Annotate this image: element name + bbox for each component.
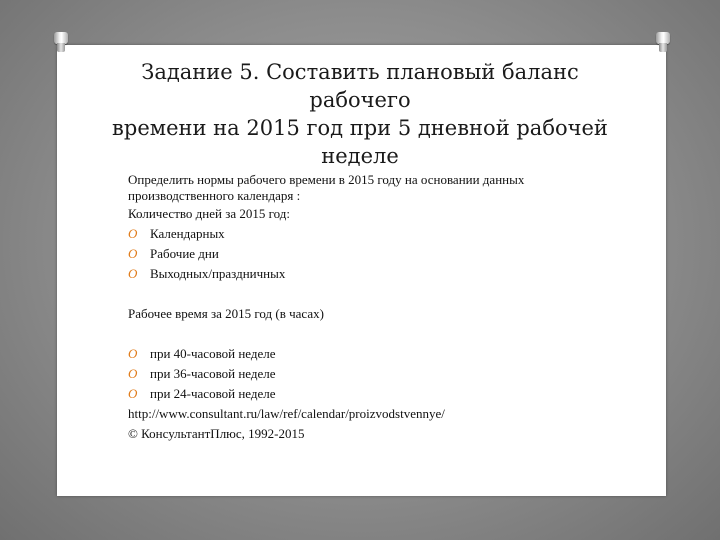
title-line: Задание 5. Составить плановый баланс рабочего [141,60,579,112]
title-line: времени на 2015 год при 5 дневной рабочей [112,116,608,140]
slide-body [128,172,608,444]
list-item-label: при 36-часовой неделе [150,366,276,381]
hours-heading: Рабочее время за 2015 год (в часах) [128,306,324,321]
list-item-label: Календарных [150,226,225,241]
intro-line: Определить нормы рабочего времени в 2015 году на основании данных [128,172,525,187]
list-item [128,344,608,364]
copyright-text: © КонсультантПлюс, 1992-2015 [128,426,305,441]
list-item-label: Рабочие дни [150,246,219,261]
spacer [128,324,608,344]
pushpin-icon [54,32,68,54]
intro-text [128,172,608,204]
bullet-icon: O [128,226,138,241]
spacer [128,284,608,304]
list-item [128,264,608,284]
bullet-icon: O [128,366,138,381]
bullet-icon: O [128,246,138,261]
pushpin-icon [656,32,670,54]
intro-line: производственного календаря : [128,188,301,203]
list-item-label: при 24-часовой неделе [150,386,276,401]
list-item [128,224,608,244]
list-item [128,244,608,264]
bullet-icon: O [128,346,138,361]
list-item [128,384,608,404]
bullet-icon: O [128,386,138,401]
list-item [128,364,608,384]
list-item-label: Выходных/праздничных [150,266,286,281]
list-item-label: при 40-часовой неделе [150,346,276,361]
days-heading: Количество дней за 2015 год: [128,206,290,221]
slide-title [90,58,630,170]
bullet-icon: O [128,266,138,281]
title-line: неделе [321,144,399,168]
source-link[interactable]: http://www.consultant.ru/law/ref/calendar/proizvodstvennye/ [128,406,445,421]
